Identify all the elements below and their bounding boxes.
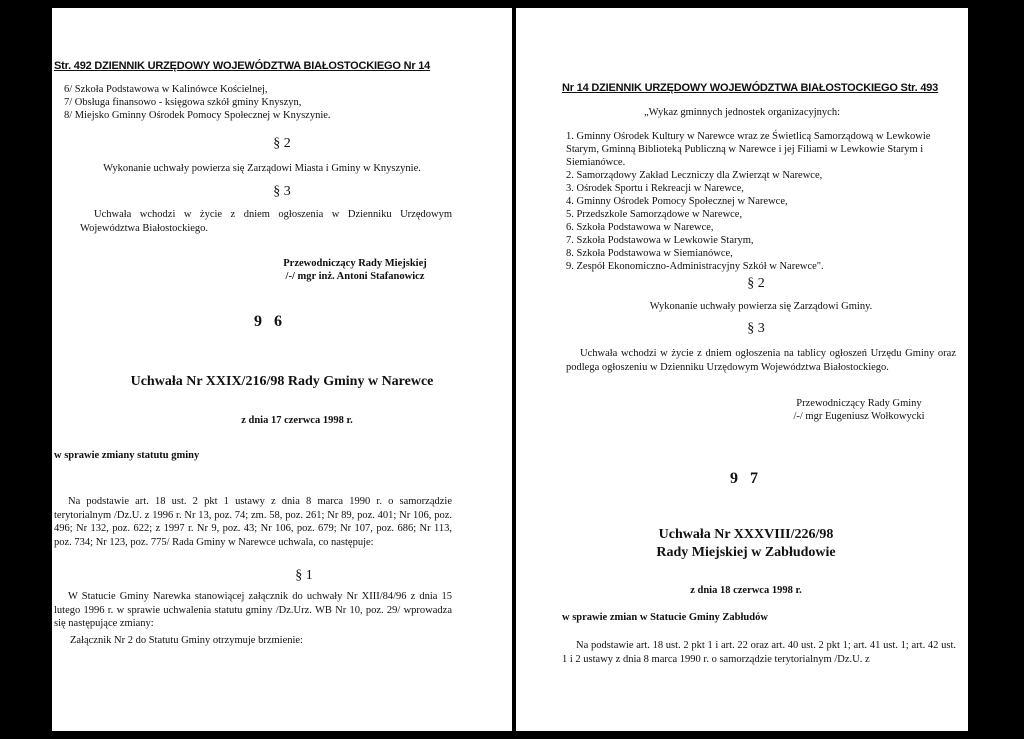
signature-name-right: /-/ mgr Eugeniusz Wołkowycki xyxy=(793,411,925,422)
resolution-title: Uchwała Nr XXIX/216/98 Rady Gminy w Narewce xyxy=(130,374,434,389)
list-item: 8. Szkoła Podstawowa w Siemianówce, xyxy=(566,248,733,259)
signature-name: /-/ mgr inż. Antoni Stafanowicz xyxy=(285,271,425,282)
section-3-mark-right: § 3 xyxy=(747,321,765,336)
resolution-title-right-line2: Rady Miejskiej w Zabłudowie xyxy=(656,545,836,560)
list-item: 6. Szkoła Podstawowa w Narewce, xyxy=(566,222,714,233)
legal-basis: Na podstawie art. 18 ust. 2 pkt 1 ustawy z dnia 8 marca 1990 r. o samorządzie terytorialnym /Dz.U. z 1996 r. Nr 13, poz. 74; zm. 58, poz. 261; Nr 89, poz. 401; Nr 106, poz. 496; Nr 132, poz. 622; z 1997 r. Nr 9, poz. 43; Nr 106, poz. 679; Nr 107, poz. 686; Nr 113, poz. 734; Nr 123, poz. 775/ Rada Gminy w Narewce uchwala, co następuje: xyxy=(54,496,452,548)
resolution-subject: w sprawie zmiany statutu gminy xyxy=(54,450,200,461)
list-item: 4. Gminny Ośrodek Pomocy Społecznej w Narewce, xyxy=(566,196,788,207)
resolution-title-right-line1: Uchwała Nr XXXVIII/226/98 xyxy=(658,527,834,542)
list-item: 2. Samorządowy Zakład Leczniczy dla Zwierząt w Narewce, xyxy=(566,170,823,181)
resolution-date-right: z dnia 18 czerwca 1998 r. xyxy=(690,585,802,596)
section-2-text: Wykonanie uchwały powierza się Zarządowi Miasta i Gminy w Knyszynie. xyxy=(103,163,421,174)
item-number-right: 9 7 xyxy=(730,470,762,487)
page-header-left: Str. 492 DZIENNIK URZĘDOWY WOJEWÓDZTWA BIAŁOSTOCKIEGO Nr 14 xyxy=(54,60,431,72)
signature-title-right: Przewodniczący Rady Gminy xyxy=(796,398,922,409)
unit-list-right xyxy=(566,130,956,273)
item-number: 9 6 xyxy=(254,313,286,330)
page-right xyxy=(516,8,968,731)
section-2-mark: § 2 xyxy=(273,136,291,151)
list-item: 8/ Miejsko Gminny Ośrodek Pomocy Społecznej w Knyszynie. xyxy=(64,110,331,121)
section-1-text: W Statucie Gminy Narewka stanowiącej załącznik do uchwały Nr XIII/84/96 z dnia 15 lutego 1996 r. w sprawie uchwalenia statutu gminy /Dz.Urz. WB Nr 10, poz. 29/ wprowadza się następujące zmiany: xyxy=(54,591,452,629)
section-3-text: Uchwała wchodzi w życie z dniem ogłoszenia w Dzienniku Urzędowym Województwa Białostockiego. xyxy=(80,209,452,234)
list-item: 7. Szkoła Podstawowa w Lewkowie Starym, xyxy=(566,235,754,246)
page-left xyxy=(52,8,512,731)
legal-basis-right: Na podstawie art. 18 ust. 2 pkt 1 i art. 22 oraz art. 40 ust. 2 pkt 1; art. 41 ust. 1; art. 42 ust. 1 i 2 ustawy z dnia 8 marca 1990 r. o samorządzie terytorialnym /Dz.U. z xyxy=(562,640,956,665)
list-title: „Wykaz gminnych jednostek organizacyjnych: xyxy=(644,107,840,118)
list-item: 5. Przedszkole Samorządowe w Narewce, xyxy=(566,209,743,220)
list-item: 9. Zespół Ekonomiczno-Administracyjny Szkół w Narewce". xyxy=(566,261,824,272)
unit-list-left xyxy=(64,83,484,122)
section-2-mark-right: § 2 xyxy=(747,276,765,291)
page-header-right: Nr 14 DZIENNIK URZĘDOWY WOJEWÓDZTWA BIAŁOSTOCKIEGO Str. 493 xyxy=(562,82,939,94)
section-3-mark: § 3 xyxy=(273,184,291,199)
list-item: 3. Ośrodek Sportu i Rekreacji w Narewce, xyxy=(566,183,744,194)
list-item: 6/ Szkoła Podstawowa w Kalinówce Kościelnej, xyxy=(64,84,268,95)
resolution-subject-right: w sprawie zmian w Statucie Gminy Zabłudów xyxy=(562,612,768,623)
section-1-mark: § 1 xyxy=(295,568,313,583)
attachment-note: Załącznik Nr 2 do Statutu Gminy otrzymuje brzmienie: xyxy=(70,635,303,646)
signature-title: Przewodniczący Rady Miejskiej xyxy=(283,258,427,269)
list-item: 1. Gminny Ośrodek Kultury w Narewce wraz ze Świetlicą Samorządową w Lewkowie Starym, Gminną Biblioteką Publiczną w Narewce i jej Filiami w Lewkowie Starym i Siemianówce. xyxy=(566,131,931,168)
resolution-date: z dnia 17 czerwca 1998 r. xyxy=(241,415,353,426)
section-3-text-right: Uchwała wchodzi w życie z dniem ogłoszenia na tablicy ogłoszeń Urzędu Gminy oraz podlega ogłoszeniu w Dzienniku Urzędowym Województwa Białostockiego. xyxy=(566,348,956,373)
section-2-text-right: Wykonanie uchwały powierza się Zarządowi Gminy. xyxy=(649,301,873,312)
list-item: 7/ Obsługa finansowo - księgowa szkół gminy Knyszyn, xyxy=(64,97,302,108)
